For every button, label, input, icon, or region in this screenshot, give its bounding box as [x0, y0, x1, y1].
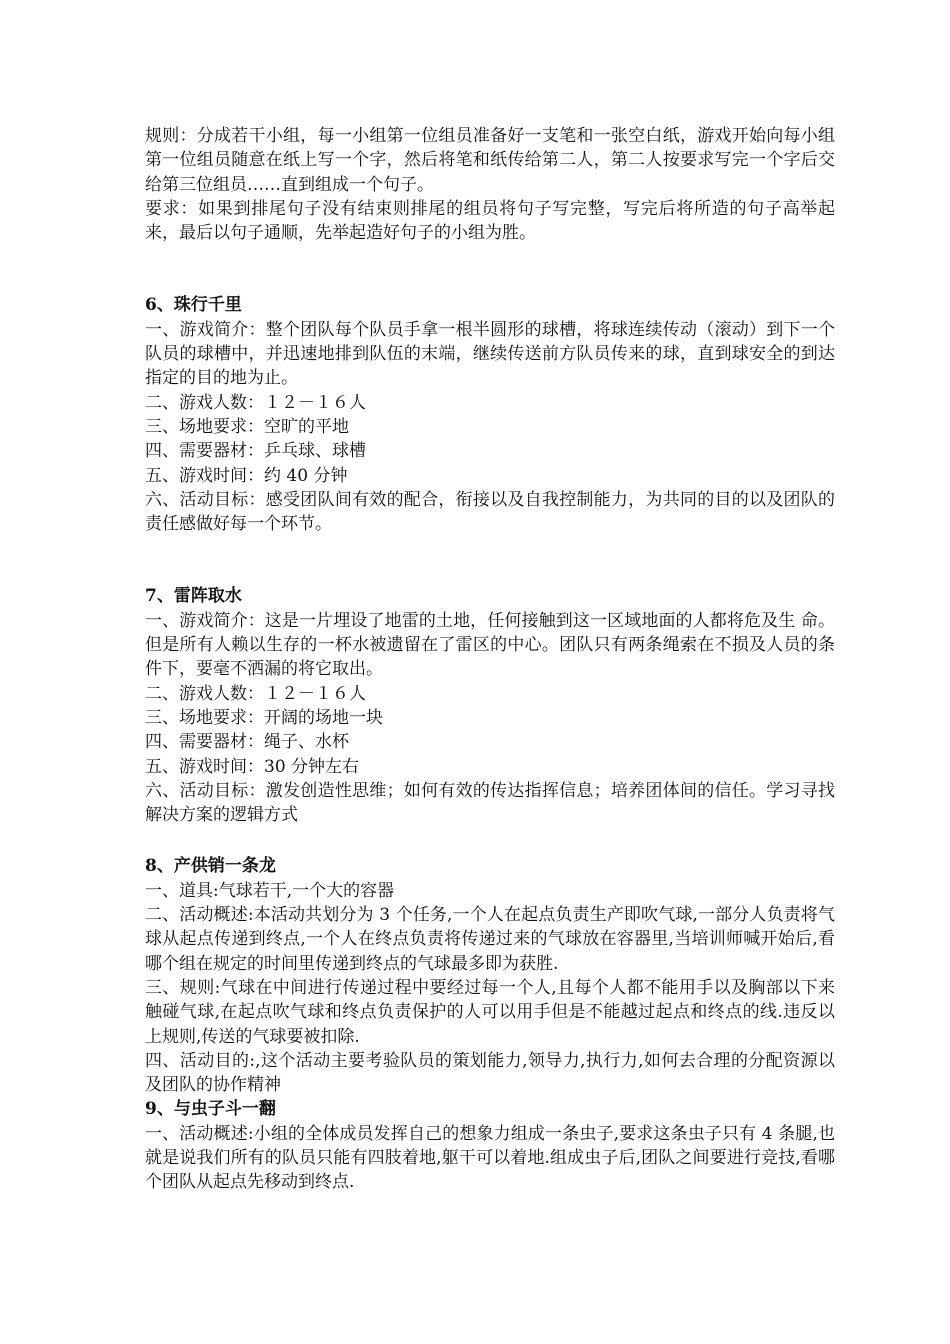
section-8-rules: 三、规则:气球在中间进行传递过程中要经过每一个人,且每个人都不能用手以及胸部以下来触碰气球,在起点吹气球和终点负责保护的人可以用手但是不能越过起点和终点的线.违反以上规则,传送的气球要被扣除.: [145, 977, 835, 1047]
section-7-title: 7、雷阵取水: [145, 586, 242, 607]
section-8-props: 一、道具:气球若干,一个大的容器: [145, 880, 395, 901]
section-7-players: 二、游戏人数：１２－１６人: [145, 683, 366, 704]
spacer: [145, 245, 835, 293]
section-8-title: 8、产供销一条龙: [145, 856, 276, 877]
section-6-equipment: 四、需要器材：乒乓球、球槽: [145, 441, 366, 462]
section-7-venue: 三、场地要求：开阔的场地一块: [145, 707, 383, 728]
document-body: [145, 124, 835, 1195]
section-6-title: 6、珠行千里: [145, 295, 242, 316]
section-6-venue: 三、场地要求：空旷的平地: [145, 416, 349, 437]
spacer: [145, 536, 835, 584]
section-8-purpose: 四、活动目的:,这个活动主要考验队员的策划能力,领导力,执行力,如何去合理的分配资源以及团队的协作精神: [145, 1050, 835, 1096]
section-6-players: 二、游戏人数：１２－１６人: [145, 392, 366, 413]
requirement-paragraph: 要求：如果到排尾句子没有结束则排尾的组员将句子写完整，写完后将所造的句子高举起来，最后以句子通顺，先举起造好句子的小组为胜。: [145, 198, 835, 244]
section-7-equipment: 四、需要器材：绳子、水杯: [145, 732, 349, 753]
section-6-intro: 一、游戏简介：整个团队每个队员手拿一根半圆形的球槽，将球连续传动（滚动）到下一个队员的球槽中，并迅速地排到队伍的末端，继续传送前方队员传来的球，直到球安全的到达指定的目的地为止。: [145, 319, 835, 389]
spacer: [145, 827, 835, 854]
section-6-goal: 六、活动目标：感受团队间有效的配合，衔接以及自我控制能力，为共同的目的以及团队的责任感做好每一个环节。: [145, 489, 835, 535]
section-8-overview: 二、活动概述:本活动共划分为 3 个任务,一个人在起点负责生产即吹气球,一部分人负责将气球从起点传递到终点,一个人在终点负责将传递过来的气球放在容器里,当培训师喊开始后,看哪个组在规定的时间里传递到终点的气球最多即为获胜.: [145, 905, 835, 974]
section-9-overview: 一、活动概述:小组的全体成员发挥自己的想象力组成一条虫子,要求这条虫子只有 4 条腿,也就是说我们所有的队员只能有四肢着地,躯干可以着地.组成虫子后,团队之间要进行竞技,看哪个团队从起点先移动到终点.: [145, 1123, 835, 1193]
section-9-title: 9、与虫子斗一翻: [145, 1099, 276, 1120]
rule-paragraph: 规则：分成若干小组，每一小组第一位组员准备好一支笔和一张空白纸，游戏开始向每小组第一位组员随意在纸上写一个字，然后将笔和纸传给第二人，第二人按要求写完一个字后交给第三位组员……直到组成一个句子。: [145, 126, 835, 195]
section-7-goal: 六、活动目标：激发创造性思维；如何有效的传达指挥信息；培养团体间的信任。学习寻找解决方案的逻辑方式: [145, 780, 835, 826]
section-6-duration: 五、游戏时间：约 40 分钟: [145, 465, 348, 486]
section-7-duration: 五、游戏时间：30 分钟左右: [145, 756, 360, 777]
section-7-intro: 一、游戏简介：这是一片埋设了地雷的土地，任何接触到这一区域地面的人都将危及生 命。但是所有人赖以生存的一杯水被遗留在了雷区的中心。团队只有两条绳索在不损及人员的条件下，要毫不洒漏的将它取出。: [145, 610, 835, 680]
